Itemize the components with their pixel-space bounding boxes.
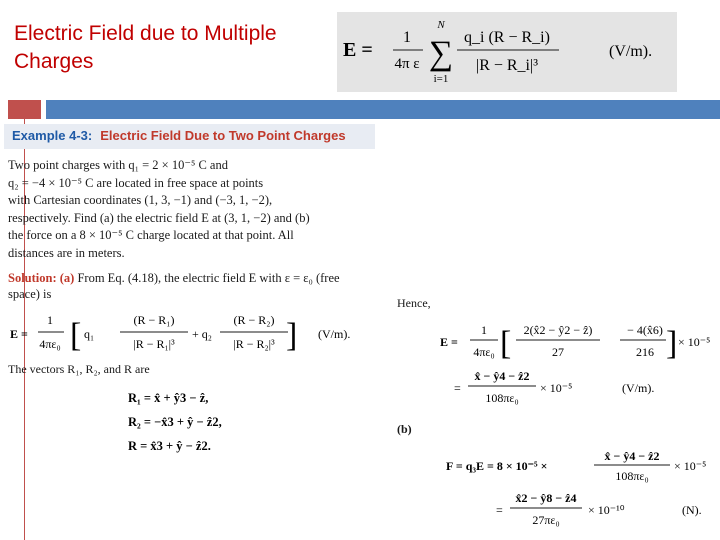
- eqE-q2: + q₂: [192, 327, 212, 341]
- eqE-frac-d: 4πε₀: [39, 337, 61, 351]
- hdr-num: q_i (R − R_i): [464, 29, 550, 46]
- hdr-coef-den: 4π ε: [394, 56, 420, 72]
- eqE-t2d: |R − R₂|³: [233, 337, 275, 351]
- problem-line: with Cartesian coordinates (1, 3, −1) and (−3, 1, −2),: [8, 193, 273, 207]
- eR-t1d: 27: [552, 345, 564, 359]
- header-equation: [337, 12, 677, 92]
- eR-mult: × 10⁻⁵: [678, 335, 711, 349]
- example-title: Electric Field Due to Two Point Charges: [100, 128, 346, 143]
- eR2-unit: (V/m).: [622, 381, 655, 395]
- f2-n: x̂2 − ŷ8 − ẑ4: [515, 491, 577, 505]
- problem-line: Two point charges with q₁ = 2 × 10⁻⁵ C and: [8, 158, 228, 172]
- part-b-label: (b): [397, 422, 412, 436]
- solution-intro: [8, 270, 372, 302]
- hdr-sum-top: N: [437, 19, 445, 31]
- header-equation-svg: [337, 12, 677, 92]
- eR-lbracket: [: [500, 325, 512, 362]
- vector-r2: R₂ = −x̂3 + ŷ − ẑ2,: [128, 415, 222, 429]
- vector-r1: R₁ = x̂ + ŷ3 − ẑ,: [128, 391, 209, 405]
- hence-label: Hence,: [397, 296, 431, 310]
- eR-t2d: 216: [636, 345, 654, 359]
- example-header: [12, 128, 346, 143]
- eR-frac-d: 4πε₀: [473, 345, 495, 359]
- hdr-sum-sigma: ∑: [428, 35, 454, 72]
- eR-t2n: − 4(x̂6): [627, 323, 663, 337]
- eqE-q1: q₁: [84, 327, 95, 341]
- eqE-lhs: E =: [10, 327, 28, 341]
- eqE-t2n: (R − R₂): [233, 313, 275, 327]
- eqE-rbracket: ]: [286, 317, 298, 354]
- eR2-mult: × 10⁻⁵: [540, 381, 573, 395]
- eR-t1n: 2(x̂2 − ŷ2 − ẑ): [523, 323, 593, 337]
- hdr-lhs: E =: [343, 39, 373, 61]
- solution-part-a: (a): [59, 271, 75, 285]
- accent-bar: [46, 100, 720, 119]
- equation-force: [446, 448, 718, 536]
- eqE-frac-n: 1: [47, 313, 53, 327]
- problem-line: q₂ = −4 × 10⁻⁵ C are located in free space at points: [8, 175, 264, 190]
- solution-text: From Eq. (4.18), the electric field E with ε = ε₀ (free space) is: [8, 271, 340, 301]
- f2-unit: (N).: [682, 503, 702, 517]
- f-d: 108πε₀: [615, 469, 649, 483]
- slide-title: Electric Field due to Multiple Charges: [14, 22, 277, 73]
- f2-mult: × 10⁻¹⁰: [588, 503, 625, 517]
- f-n: x̂ − ŷ4 − ẑ2: [604, 449, 660, 463]
- eR2-n: x̂ − ŷ4 − ẑ2: [474, 369, 530, 383]
- eqE-unit: (V/m).: [318, 327, 351, 341]
- eR2-eq: =: [454, 381, 461, 395]
- equation-e-result: [440, 318, 720, 406]
- hdr-den: |R − R_i|³: [475, 57, 539, 74]
- equation-e-general: [8, 310, 378, 360]
- eqE-t1d: |R − R₁|³: [133, 337, 175, 351]
- eR-frac-n: 1: [481, 323, 487, 337]
- solution-label: Solution:: [8, 271, 57, 285]
- vector-r: R = x̂3 + ŷ − ẑ2.: [128, 439, 211, 453]
- accent-square: [8, 100, 41, 119]
- example-label: Example 4-3:: [12, 128, 93, 143]
- vectors-intro: The vectors R₁, R₂, and R are: [8, 362, 150, 376]
- f-lhs: F = q₃E = 8 × 10⁻⁵ ×: [446, 459, 548, 473]
- hdr-sum-bot: i=1: [433, 73, 449, 85]
- problem-line: respectively. Find (a) the electric field E at (3, 1, −2) and (b): [8, 210, 310, 225]
- f2-eq: =: [496, 503, 503, 517]
- hdr-coef: 1: [403, 29, 411, 46]
- eR2-d: 108πε₀: [485, 391, 519, 405]
- problem-line: the force on a 8 × 10⁻⁵ C charge located at that point. All: [8, 228, 294, 242]
- eR-lhs: E =: [440, 335, 458, 349]
- f2-d: 27πε₀: [532, 513, 560, 527]
- eqE-lbracket: [: [70, 317, 82, 354]
- hdr-unit: (V/m).: [609, 43, 653, 60]
- vector-definitions: [120, 388, 370, 456]
- eqE-t1n: (R − R₁): [133, 313, 175, 327]
- problem-statement: [8, 157, 372, 262]
- eR-rbracket: ]: [666, 325, 678, 362]
- f-mult: × 10⁻⁵: [674, 459, 707, 473]
- problem-line: distances are in meters.: [8, 245, 125, 260]
